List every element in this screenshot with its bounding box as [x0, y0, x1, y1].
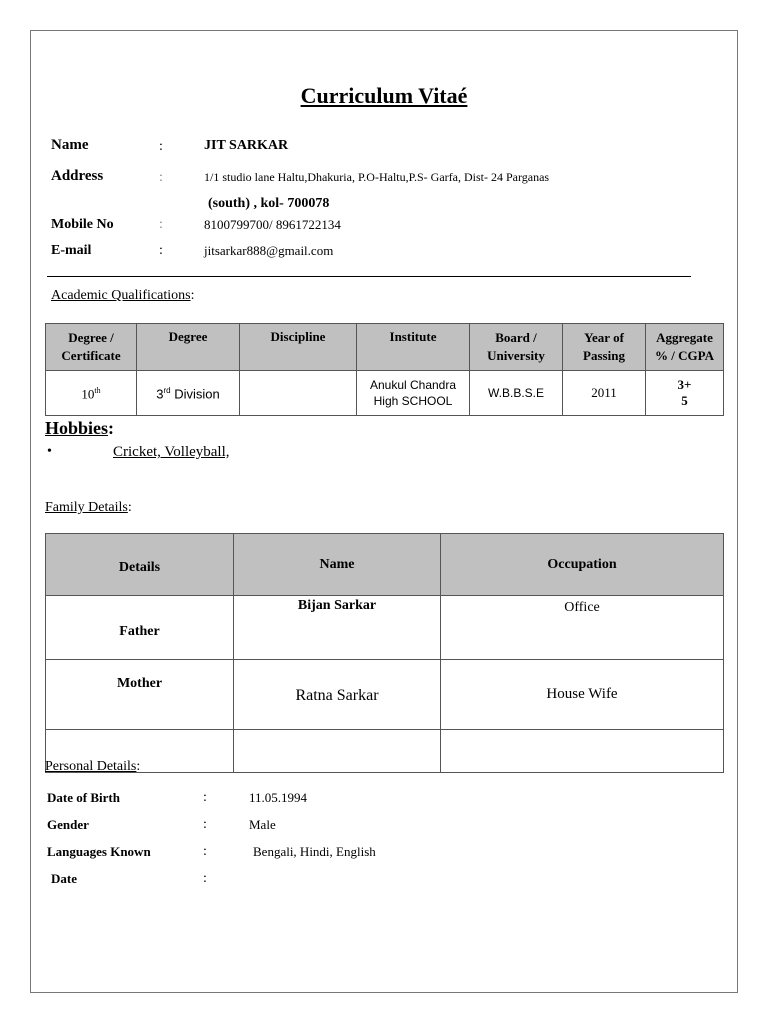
gender-value: Male [249, 817, 276, 832]
email-value: jitsarkar888@gmail.com [204, 243, 334, 258]
name-label: Name [51, 137, 89, 153]
personal-details-heading-colon: : [136, 759, 141, 774]
personal-details-heading-text: Personal Details [45, 759, 137, 774]
cell-name [234, 730, 441, 773]
cell-name: Bijan Sarkar [234, 596, 441, 660]
bullet-icon: • [47, 444, 52, 459]
name-colon: : [159, 139, 163, 154]
hobbies-heading-colon: : [108, 418, 115, 438]
dob-value: 11.05.1994 [249, 790, 308, 805]
hobbies-heading [45, 418, 114, 439]
languages-colon: : [203, 844, 207, 859]
academic-heading-colon: : [190, 288, 195, 303]
academic-table [45, 323, 724, 416]
academic-heading-text: Academic Qualifications [51, 288, 191, 303]
cell-name: Ratna Sarkar [234, 660, 441, 730]
col-details: Details [46, 534, 234, 596]
col-name: Name [234, 534, 441, 596]
cell-board: W.B.B.S.E [470, 371, 563, 416]
family-heading [45, 500, 132, 516]
hobbies-list: Cricket, Volleyball, [113, 444, 230, 460]
family-header-row [46, 534, 724, 596]
cell-occupation: House Wife [441, 660, 724, 730]
languages-value: Bengali, Hindi, English [253, 844, 376, 859]
academic-heading [51, 288, 194, 304]
col-board: Board / University [470, 324, 563, 371]
address-line-2: (south) , kol- 700078 [208, 196, 330, 211]
mobile-colon: : [159, 217, 163, 232]
gender-label: Gender [47, 817, 89, 832]
family-table [45, 533, 724, 773]
col-year: Year of Passing [563, 324, 646, 371]
family-heading-text: Family Details [45, 500, 128, 515]
divider-line [47, 276, 691, 277]
col-occupation: Occupation [441, 534, 724, 596]
family-heading-colon: : [127, 500, 132, 515]
col-degree-certificate: Degree / Certificate [46, 324, 137, 371]
date-label: Date [51, 871, 77, 886]
cell-occupation: Office [441, 596, 724, 660]
col-degree: Degree [137, 324, 240, 371]
resume-page [30, 30, 738, 993]
table-row [46, 371, 724, 416]
cell-details: Mother [46, 660, 234, 730]
mobile-value: 8100799700/ 8961722134 [204, 217, 341, 232]
address-label: Address [51, 168, 104, 184]
dob-label: Date of Birth [47, 790, 120, 805]
col-aggregate: Aggregate % / CGPA [646, 324, 724, 371]
address-line-1: 1/1 studio lane Haltu,Dhakuria, P.O-Haltu,P.S- Garfa, Dist- 24 Parganas [204, 170, 550, 184]
dob-colon: : [203, 790, 207, 805]
page-title: Curriculum Vitaé [300, 83, 468, 108]
mobile-label: Mobile No [51, 217, 114, 232]
personal-details-heading [45, 759, 140, 775]
table-row [46, 660, 724, 730]
email-colon: : [159, 243, 163, 258]
gender-colon: : [203, 817, 207, 832]
cell-certificate: 10th [46, 371, 137, 416]
date-colon: : [203, 871, 207, 886]
name-value: JIT SARKAR [204, 138, 289, 153]
cell-aggregate: 3+ 5 [646, 371, 724, 416]
cell-occupation [441, 730, 724, 773]
col-discipline: Discipline [240, 324, 357, 371]
languages-label: Languages Known [47, 844, 151, 859]
cell-year: 2011 [563, 371, 646, 416]
cell-details: Father [46, 596, 234, 660]
hobbies-heading-text: Hobbies [45, 418, 109, 438]
cell-discipline [240, 371, 357, 416]
address-colon: : [159, 170, 163, 185]
col-institute: Institute [357, 324, 470, 371]
cell-institute: Anukul Chandra High SCHOOL [357, 371, 470, 416]
academic-header-row [46, 324, 724, 371]
table-row [46, 730, 724, 773]
table-row [46, 596, 724, 660]
cell-degree: 3rd Division [137, 371, 240, 416]
email-label: E-mail [51, 243, 92, 258]
